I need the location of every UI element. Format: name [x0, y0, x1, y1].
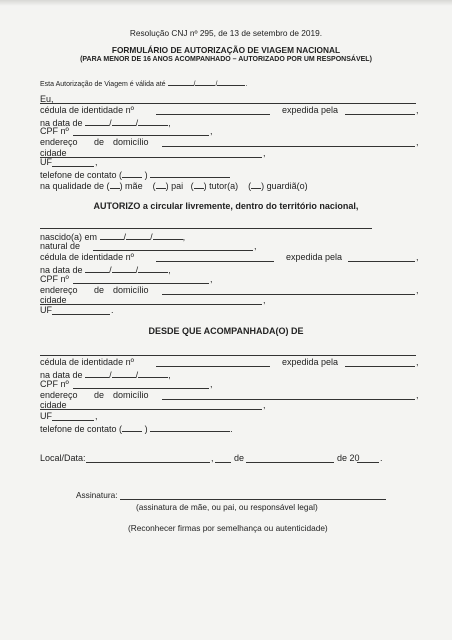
minor-name-field[interactable]	[40, 228, 372, 229]
companion-issue-date: na data de / / ,	[40, 370, 171, 380]
companion-address-label-3: domicílio	[113, 390, 149, 400]
companion-phone-label: telefone de contato (	[40, 424, 123, 434]
authorizer-city-field[interactable]	[40, 157, 262, 158]
authorizer-issue-month-field[interactable]	[112, 117, 136, 126]
companion-city-field[interactable]	[40, 409, 262, 410]
month-field[interactable]	[246, 462, 334, 463]
minor-cpf-label: CPF nº	[40, 274, 69, 284]
signature-note: (assinatura de mãe, ou pai, ou responsável legal)	[136, 502, 318, 512]
notarize-note: (Reconhecer firmas por semelhança ou autenticidade)	[128, 523, 328, 533]
authorizer-id-field[interactable]	[156, 114, 270, 115]
companion-uf-label: UF	[40, 411, 52, 421]
resolution-line: Resolução CNJ nº 295, de 13 de setembro de 2019.	[129, 28, 323, 38]
companion-cpf-label: CPF nº	[40, 379, 69, 389]
minor-nationality-field[interactable]	[93, 250, 253, 251]
validity-year-field[interactable]	[217, 77, 245, 86]
minor-birth-day-field[interactable]	[100, 231, 124, 240]
authorizer-issue-date-label: na data de	[40, 118, 83, 128]
minor-issuer-field[interactable]	[348, 261, 415, 262]
authorizer-issuer-label: expedida pela	[282, 105, 339, 115]
date-de-label-1: de	[234, 453, 245, 463]
companion-id-label: cédula de identidade nº	[40, 357, 134, 367]
companion-issuer-label: expedida pela	[282, 357, 339, 367]
companion-issue-date-label: na data de	[40, 370, 83, 380]
authorizer-id-label: cédula de identidade nº	[40, 105, 134, 115]
minor-birth-year-field[interactable]	[153, 231, 183, 240]
minor-issuer-label: expedida pela	[286, 252, 343, 262]
form-subtitle: (PARA MENOR DE 16 ANOS ACOMPANHADO – AUTORIZADO POR UM RESPONSÁVEL)	[80, 56, 372, 63]
minor-birth-label: nascido(a) em	[40, 232, 98, 242]
authorizer-name-field[interactable]	[40, 103, 416, 104]
authorizer-phone-label: telefone de contato (	[40, 170, 123, 180]
companion-id-field[interactable]	[156, 366, 270, 367]
guardian-label: ) guardiã(o)	[261, 181, 308, 191]
companion-phone: telefone de contato ( ) .	[40, 424, 233, 434]
minor-id-field[interactable]	[156, 261, 274, 262]
authorizer-issuer-field[interactable]	[345, 114, 415, 115]
companion-phone-number-field[interactable]	[150, 423, 230, 432]
father-label: ) pai	[165, 181, 184, 191]
companion-heading: DESDE QUE ACOMPANHADA(O) DE	[148, 326, 304, 336]
minor-issue-date-label: na data de	[40, 265, 83, 275]
authorizer-phone-number-field[interactable]	[150, 169, 230, 178]
minor-issue-date: na data de / / ,	[40, 265, 171, 275]
day-field[interactable]	[215, 462, 231, 463]
mother-label: ) mãe	[119, 181, 143, 191]
validity-line: Esta Autorização de Viagem é válida até / / .	[40, 77, 247, 88]
authorize-heading: AUTORIZO a circular livremente, dentro do território nacional,	[93, 201, 359, 211]
authorizer-uf-field[interactable]	[52, 166, 94, 167]
minor-address-field[interactable]	[162, 294, 415, 295]
companion-city-label: cidade	[40, 400, 67, 410]
authorizer-address-label-3: domicílio	[113, 137, 149, 147]
father-checkbox[interactable]	[156, 180, 166, 189]
authorizer-issue-year-field[interactable]	[138, 117, 168, 126]
capacity-label: na qualidade de (	[40, 181, 110, 191]
companion-cpf-field[interactable]	[73, 388, 209, 389]
authorizer-phone-area-field[interactable]	[122, 169, 142, 178]
tutor-checkbox[interactable]	[194, 180, 204, 189]
authorizer-eu-label: Eu,	[40, 94, 54, 104]
date-de-label-2: de 20	[337, 453, 360, 463]
place-field[interactable]	[86, 462, 210, 463]
minor-uf-field[interactable]	[52, 314, 110, 315]
minor-birth: nascido(a) em / / ,	[40, 232, 186, 242]
minor-cpf-field[interactable]	[73, 283, 209, 284]
authorizer-cpf-field[interactable]	[73, 135, 209, 136]
validity-label: Esta Autorização de Viagem é válida até	[40, 81, 166, 88]
minor-nationality-label: natural de	[40, 241, 81, 251]
signature-field[interactable]	[120, 499, 386, 500]
companion-address-label-1: endereço	[40, 390, 78, 400]
validity-day-field[interactable]	[168, 77, 194, 86]
authorizer-address-field[interactable]	[162, 146, 415, 147]
signature-label: Assinatura:	[76, 490, 118, 500]
mother-checkbox[interactable]	[110, 180, 120, 189]
tutor-label: ) tutor(a)	[203, 181, 239, 191]
scan-edge	[0, 0, 452, 6]
minor-address-label-1: endereço	[40, 285, 78, 295]
minor-issue-day-field[interactable]	[85, 264, 109, 273]
authorizer-issue-day-field[interactable]	[85, 117, 109, 126]
minor-address-label-3: domicílio	[113, 285, 149, 295]
companion-uf-field[interactable]	[52, 420, 94, 421]
authorization-form-page: Resolução CNJ nº 295, de 13 de setembro de 2019. FORMULÁRIO DE AUTORIZAÇÃO DE VIAGEM NACIONAL (PARA MENOR DE 16 ANOS ACOMPANHADO – AUTORIZADO POR UM RESPONSÁVEL) Esta Autorização de Viagem é válida até / / . Eu, cédula de identidade nº expedida pela , na data de / / , CPF nº , endereço de domicílio , cidade , UF , telefone de contato ( ) na qualidade de ( ) mãe ( ) pai ( ) tutor(a) ( ) guardiã(o) AUTORIZO a circular livremente, dentro do território nacional, nascido(a) em / / , natural de , cédula de identidade nº expedida pela , na data de / / , CPF nº , endereço de domicílio , cidade , UF . DESDE QUE ACOMPANHADA(O) DE cédula de identidade nº expedida pela , na data de / / , CPF nº , endereço de domicílio , cidade , UF , telefone de contato ( ) . Local/Data: , de de 20 . Assinatura: (assinatura de mãe, ou pai, ou responsável legal) (Reconhecer firmas por semelhança ou autenticidade)	[0, 0, 452, 640]
minor-uf-label: UF	[40, 305, 52, 315]
companion-issuer-field[interactable]	[345, 366, 415, 367]
companion-issue-year-field[interactable]	[138, 369, 168, 378]
year-field[interactable]	[357, 462, 379, 463]
minor-issue-year-field[interactable]	[138, 264, 168, 273]
validity-month-field[interactable]	[195, 77, 215, 86]
minor-city-field[interactable]	[40, 304, 262, 305]
minor-city-label: cidade	[40, 295, 67, 305]
minor-id-label: cédula de identidade nº	[40, 252, 134, 262]
companion-issue-day-field[interactable]	[85, 369, 109, 378]
authorizer-city-label: cidade	[40, 148, 67, 158]
companion-name-field[interactable]	[40, 355, 416, 356]
authorizer-uf-label: UF	[40, 157, 52, 167]
authorizer-address-label-1: endereço	[40, 137, 78, 147]
guardian-checkbox[interactable]	[251, 180, 261, 189]
authorizer-issue-date: na data de / / ,	[40, 118, 171, 128]
companion-phone-area-field[interactable]	[122, 423, 142, 432]
minor-issue-month-field[interactable]	[112, 264, 136, 273]
companion-address-label-2: de	[94, 390, 105, 400]
authorizer-capacity: na qualidade de ( ) mãe ( ) pai ( ) tutor(a) ( ) guardiã(o)	[40, 181, 308, 191]
minor-birth-month-field[interactable]	[126, 231, 150, 240]
authorizer-address-label-2: de	[94, 137, 105, 147]
form-title: FORMULÁRIO DE AUTORIZAÇÃO DE VIAGEM NACIONAL	[111, 45, 341, 55]
minor-address-label-2: de	[94, 285, 105, 295]
authorizer-cpf-label: CPF nº	[40, 126, 69, 136]
companion-address-field[interactable]	[162, 399, 415, 400]
companion-issue-month-field[interactable]	[112, 369, 136, 378]
place-date-label: Local/Data:	[40, 453, 86, 463]
authorizer-phone: telefone de contato ( )	[40, 169, 230, 180]
